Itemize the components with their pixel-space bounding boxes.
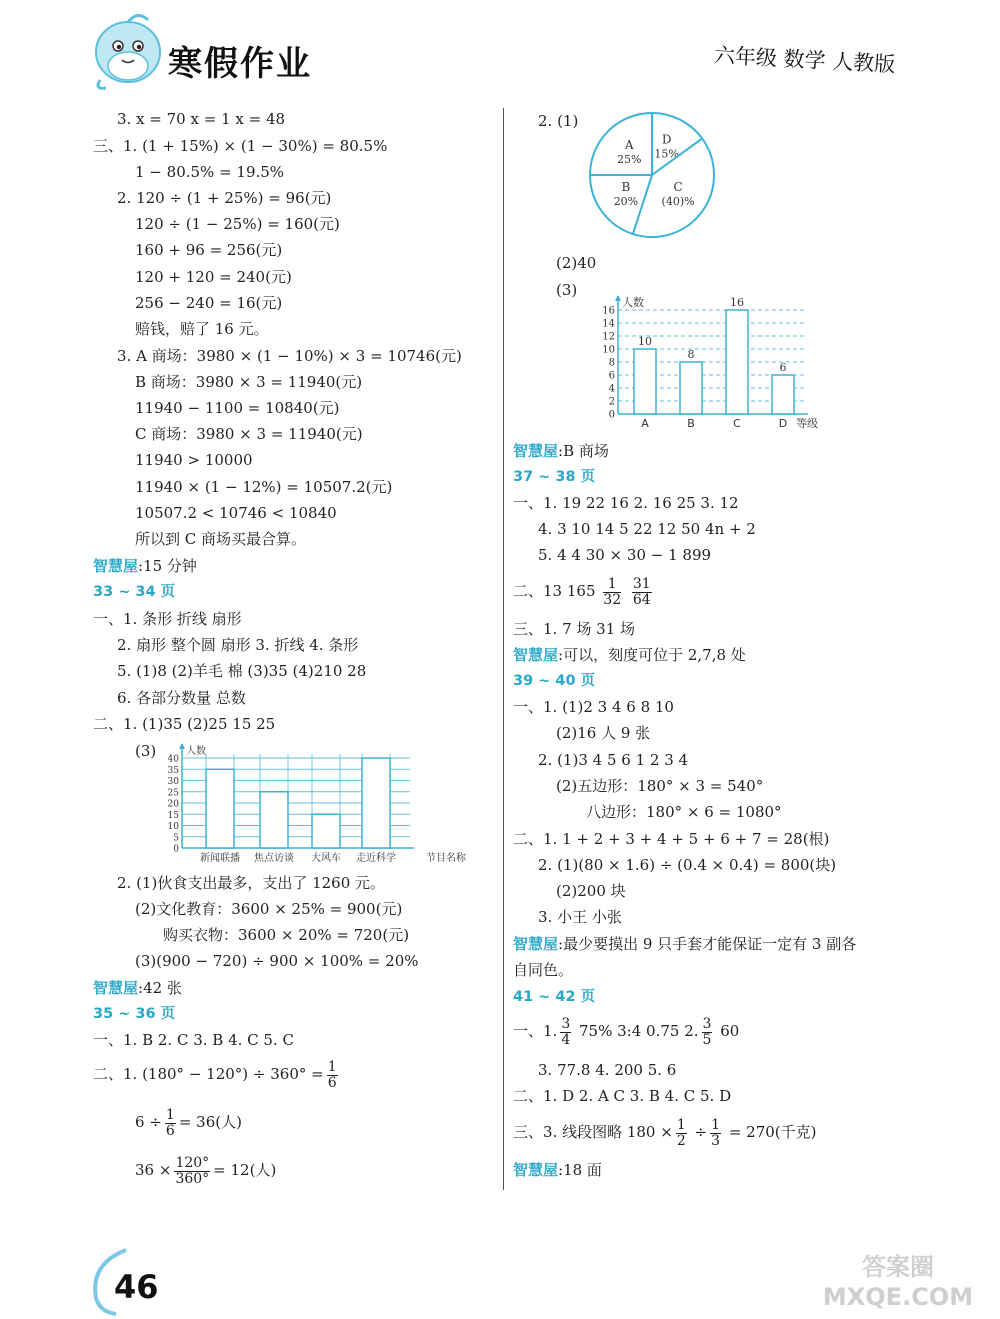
answer-line: 36 × $\frac{120^\circ}{360^\circ}$ = 12(人): [135, 1154, 277, 1187]
bar: [312, 814, 340, 848]
answer-line: 6. 各部分数量 总数: [117, 689, 246, 707]
answer-line: 3. 77.8 4. 200 5. 6: [538, 1061, 677, 1079]
section-heading: 39 ~ 40 页: [513, 673, 596, 689]
answer-line: 2. (1): [538, 112, 579, 130]
answer-line: 2. (1)伙食支出最多，支出了 1260 元。: [117, 874, 386, 892]
wisdom-house: 智慧屋:42 张: [93, 979, 182, 997]
y-tick-label: 8: [608, 357, 615, 369]
dolphin-mascot-icon: [88, 8, 168, 94]
x-category-label: B: [687, 417, 695, 430]
wisdom-house: 智慧屋:18 面: [513, 1161, 602, 1179]
y-axis-arrow-icon: [615, 295, 621, 301]
answer-line: 2. 120 ÷ (1 + 25%) = 96(元): [117, 189, 332, 207]
bar: [362, 758, 390, 848]
grade-pie-chart: [585, 108, 719, 242]
tv-program-bar-chart: [158, 738, 488, 866]
bar-value-label: 10: [638, 335, 652, 348]
x-category-label: 走近科学: [356, 853, 396, 864]
y-tick-label: 5: [173, 833, 179, 844]
answer-line: 120 + 120 = 240(元): [135, 268, 292, 286]
bar-value-label: 8: [687, 348, 695, 361]
wisdom-house: 智慧屋:可以，刻度可位于 2,7,8 处: [513, 646, 746, 664]
answer-line: (3): [135, 742, 157, 760]
pie-slice-value: 15%: [654, 147, 679, 161]
y-axis-arrow-icon: [179, 743, 185, 749]
y-tick-label: 2: [608, 396, 615, 408]
answer-line: 所以到 C 商场买最合算。: [135, 530, 307, 548]
pie-slice-label: C: [673, 179, 683, 194]
y-tick-label: 40: [167, 754, 179, 765]
bar: [634, 349, 656, 414]
x-axis-label: 节目名称: [426, 853, 466, 864]
answer-line: 三、1. 7 场 31 场: [513, 620, 636, 638]
wisdom-house: 智慧屋:B 商场: [513, 442, 609, 460]
section-heading: 37 ~ 38 页: [513, 469, 596, 485]
book-title: 寒假作业: [168, 44, 312, 84]
answer-line: (2)200 块: [556, 882, 626, 900]
pie-slice-value: 25%: [616, 153, 642, 167]
answer-line: 3. x = 70 x = 1 x = 48: [117, 110, 286, 128]
y-tick-label: 14: [602, 318, 615, 330]
answer-line: 3. 小王 小张: [538, 908, 622, 926]
answer-line: 5. (1)8 (2)羊毛 棉 (3)35 (4)210 28: [117, 662, 367, 680]
y-tick-label: 4: [608, 383, 615, 395]
x-category-label: 焦点访谈: [254, 853, 294, 864]
pie-slice-label: A: [624, 138, 634, 153]
y-tick-label: 20: [167, 799, 179, 810]
answer-line: 自同色。: [513, 961, 574, 979]
y-tick-label: 0: [608, 409, 615, 421]
wisdom-house: 智慧屋:15 分钟: [93, 557, 197, 575]
answer-line: 一、1. 条形 折线 扇形: [93, 610, 242, 628]
bar-value-label: 16: [730, 296, 744, 309]
section-heading: 33 ~ 34 页: [93, 584, 176, 600]
answer-line: 二、1. D 2. A C 3. B 4. C 5. D: [513, 1087, 732, 1105]
answer-line: 256 − 240 = 16(元): [135, 294, 283, 312]
answer-line: 三、3. 线段图略 180 × $\frac{1}{2}$ ÷ $\frac{1}{3}$ = 270(千克): [513, 1116, 817, 1149]
answer-line: 120 ÷ (1 − 25%) = 160(元): [135, 215, 340, 233]
y-tick-label: 12: [602, 331, 615, 343]
bar-value-label: 6: [779, 361, 787, 374]
answer-line: 购买衣物：3600 × 20% = 720(元): [163, 926, 410, 944]
answer-line: 11940 > 10000: [135, 451, 253, 469]
answer-line: 一、1. $\frac{3}{4}$ 75% 3:4 0.75 2. $\frac{3}{5}$ 60: [513, 1015, 740, 1048]
x-category-label: 新闻联播: [200, 853, 240, 864]
bar: [772, 375, 794, 414]
answer-line: 二、1. (1)35 (2)25 15 25: [93, 715, 276, 733]
answer-line: 4. 3 10 14 5 22 12 50 4n + 2: [538, 520, 756, 538]
y-tick-label: 15: [167, 810, 179, 821]
answer-line: C 商场：3980 × 3 = 11940(元): [135, 425, 363, 443]
x-category-label: 大风车: [311, 853, 341, 864]
watermark: 答案圈 MXQE.COM: [822, 1253, 974, 1311]
bar: [206, 769, 234, 848]
bar: [726, 310, 748, 414]
y-axis-label: 人数: [622, 296, 644, 309]
answer-line: 5. 4 4 30 × 30 − 1 899: [538, 546, 712, 564]
answer-line: 11940 − 1100 = 10840(元): [135, 399, 340, 417]
section-heading: 35 ~ 36 页: [93, 1006, 176, 1022]
x-category-label: A: [641, 417, 649, 430]
pie-slice-label: B: [621, 179, 631, 194]
answer-line: 二、1. (180° − 120°) ÷ 360° = $\frac{1}{6}$: [93, 1058, 337, 1091]
answer-line: (2)16 人 9 张: [556, 724, 651, 742]
answer-line: 10507.2 < 10746 < 10840: [135, 504, 337, 522]
answer-line: 2. 扇形 整个圆 扇形 3. 折线 4. 条形: [117, 636, 359, 654]
answer-line: 一、1. 19 22 16 2. 16 25 3. 12: [513, 494, 739, 512]
answer-line: 一、1. B 2. C 3. B 4. C 5. C: [93, 1031, 294, 1049]
y-tick-label: 6: [608, 370, 615, 382]
answer-line: 6 ÷ $\frac{1}{6}$ = 36(人): [135, 1106, 242, 1139]
x-category-label: D: [778, 417, 788, 430]
answer-line: B 商场：3980 × 3 = 11940(元): [135, 373, 363, 391]
answer-line: (2)文化教育：3600 × 25% = 900(元): [135, 900, 403, 918]
answer-line: 3. A 商场：3980 × (1 − 10%) × 3 = 10746(元): [117, 347, 462, 365]
answer-line: 八边形：180° × 6 = 1080°: [586, 803, 782, 821]
pie-slice-value: (40)%: [661, 194, 695, 208]
bar: [680, 362, 702, 414]
column-divider: [503, 108, 504, 1190]
answer-line: 2. (1)3 4 5 6 1 2 3 4: [538, 751, 689, 769]
answer-line: (2)五边形：180° × 3 = 540°: [556, 777, 764, 795]
y-tick-label: 35: [167, 765, 179, 776]
pie-slice-label: D: [661, 132, 672, 147]
wisdom-house: 智慧屋:最少要摸出 9 只手套才能保证一定有 3 副各: [513, 935, 857, 953]
answer-line: 11940 × (1 − 12%) = 10507.2(元): [135, 478, 393, 496]
answer-line: 三、1. (1 + 15%) × (1 − 30%) = 80.5%: [93, 137, 388, 155]
y-tick-label: 10: [167, 822, 179, 832]
x-category-label: C: [733, 417, 741, 430]
answer-line: 1 − 80.5% = 19.5%: [135, 163, 285, 181]
y-tick-label: 0: [173, 844, 179, 855]
answer-line: 赔钱，赔了 16 元。: [135, 320, 269, 338]
bar: [260, 792, 288, 848]
y-tick-label: 25: [167, 788, 179, 799]
answer-line: 2. (1)(80 × 1.6) ÷ (0.4 × 0.4) = 800(块): [538, 856, 837, 874]
grade-bar-chart: [592, 288, 842, 438]
answer-line: 二、1. 1 + 2 + 3 + 4 + 5 + 6 + 7 = 28(根): [513, 830, 830, 848]
answer-line: 一、1. (1)2 3 4 6 8 10: [513, 698, 674, 716]
book-info: 六年级 数学 人教版: [713, 43, 896, 77]
section-heading: 41 ~ 42 页: [513, 989, 596, 1005]
y-tick-label: 10: [602, 344, 615, 356]
answer-line: (3)(900 − 720) ÷ 900 × 100% = 20%: [135, 952, 419, 970]
answer-line: (3): [556, 281, 578, 299]
x-axis-label: 等级: [796, 417, 818, 430]
answer-line: (2)40: [556, 254, 597, 272]
y-axis-label: 人数: [186, 746, 206, 757]
pie-slice-value: 20%: [613, 194, 639, 208]
y-tick-label: 16: [602, 305, 615, 317]
y-tick-label: 30: [167, 777, 179, 787]
answer-line: 二、13 165 $\frac{1}{32}$ $\frac{31}{64}$: [513, 575, 651, 608]
page-number: 46: [114, 1268, 159, 1306]
answer-line: 160 + 96 = 256(元): [135, 241, 283, 259]
